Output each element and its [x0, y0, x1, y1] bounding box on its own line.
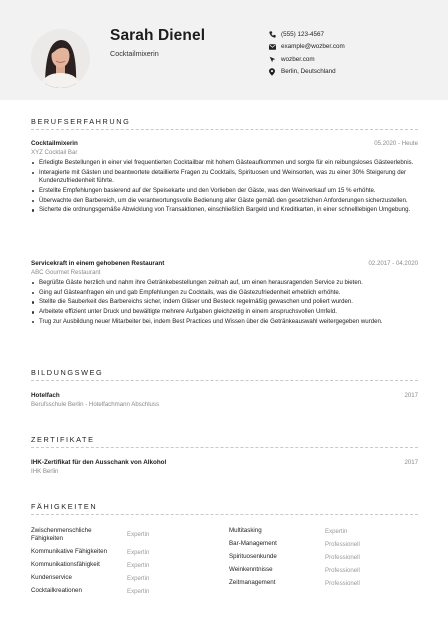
skill-level: Expertin [127, 575, 150, 582]
section-title-skills: FÄHIGKEITEN [31, 502, 98, 511]
skill-level: Expertin [127, 562, 150, 569]
job-title: Cocktailmixerin [31, 140, 78, 147]
section-title-experience: BERUFSERFAHRUNG [31, 117, 131, 126]
avatar [31, 29, 90, 88]
contact-email-text: example@wozber.com [281, 43, 345, 51]
list-item: Überwachte den Barbereich, um die verantwortungsvolle Bedienung aller Gäste gemäß den gesetzlichen Anforderungen sicherzustellen. [31, 197, 419, 205]
skill-level: Expertin [127, 549, 150, 556]
list-item: Erledigte Bestellungen in einer viel frequentierten Cocktailbar mit hohem Gästeaufkommen und sorgte für ein reibungsloses Gästeerlebnis. [31, 159, 419, 167]
job-dates: 05.2020 - Heute [374, 140, 418, 147]
skill-level: Professionell [325, 541, 360, 548]
job-title: Servicekraft in einem gehobenen Restaurant [31, 260, 165, 267]
list-item: Erstellte Empfehlungen basierend auf der Speisekarte und den Vorlieben der Gäste, was den Weinverkauf um 15 % erhöhte. [31, 187, 419, 195]
list-item: Begrüßte Gäste herzlich und nahm ihre Getränkebestellungen zeitnah auf, um einen herausragenden Service zu bieten. [31, 279, 419, 287]
job-bullet-list [31, 279, 419, 328]
skill-level: Expertin [127, 588, 150, 595]
section-title-education: BILDUNGSWEG [31, 368, 104, 377]
list-item: Trug zur Ausbildung neuer Mitarbeiter bei, indem Best Practices und Wissen über die Getränkeauswahl weitergegeben wurden. [31, 318, 419, 326]
education-year: 2017 [404, 392, 418, 399]
profile-photo [31, 29, 90, 88]
list-item: Interagierte mit Gästen und beantwortete detaillierte Fragen zu Cocktails, Spirituosen und Weinsorten, was zu einer 30% Steigerung der Kundenzufriedenheit führte. [31, 169, 419, 186]
section-divider [31, 514, 418, 515]
contact-website[interactable] [268, 53, 345, 66]
job-company: XYZ Cocktail Bar [31, 149, 78, 156]
skill-name: Cocktailkreationen [31, 587, 82, 594]
job-company: ABC Gourmet Restaurant [31, 269, 101, 276]
contact-location-text: Berlin, Deutschland [281, 68, 336, 76]
skill-level: Professionell [325, 554, 360, 561]
job-bullet-list [31, 159, 419, 216]
certificate-title: IHK-Zertifikat für den Ausschank von Alkohol [31, 459, 167, 466]
certificate-issuer: IHK Berlin [31, 468, 59, 475]
skill-name: Kundenservice [31, 574, 72, 581]
section-divider [31, 129, 418, 130]
section-divider [31, 380, 418, 381]
list-item: Ging auf Gästeanfragen ein und gab Empfehlungen zu Cocktails, was die Gästezufriedenheit erheblich erhöhte. [31, 289, 419, 297]
skill-name: Weinkenntnisse [229, 566, 273, 573]
skill-name: Zwischenmenschliche Fähigkeiten [31, 527, 92, 543]
skill-level: Professionell [325, 580, 360, 587]
list-item: Sicherte die ordnungsgemäße Abwicklung von Transaktionen, einschließlich Bargeld und Kreditkarten, in einer schnelllebigen Umgebung. [31, 206, 419, 214]
location-pin-icon [268, 68, 276, 76]
certificate-year: 2017 [404, 459, 418, 466]
list-item: Stellte die Sauberkeit des Barbereichs sicher, indem Gläser und Besteck regelmäßig gewaschen und poliert wurden. [31, 298, 419, 306]
envelope-icon [268, 43, 276, 51]
contact-phone[interactable] [268, 28, 345, 41]
contact-email[interactable] [268, 41, 345, 54]
job-dates: 02.2017 - 04.2020 [368, 260, 418, 267]
list-item: Arbeitete effizient unter Druck und bewältigte mehrere Aufgaben gleichzeitig in einem anspruchsvollen Umfeld. [31, 308, 419, 316]
candidate-role: Cocktailmixerin [110, 49, 159, 58]
section-title-certificates: ZERTIFIKATE [31, 435, 95, 444]
contact-phone-text: (555) 123-4567 [281, 30, 325, 38]
skill-name: Bar-Management [229, 540, 277, 547]
contact-location [268, 66, 345, 79]
skill-name: Zeitmanagement [229, 579, 276, 586]
education-title: Hotelfach [31, 392, 60, 399]
skill-level: Expertin [127, 531, 150, 538]
resume-header [0, 0, 448, 100]
contact-list [268, 28, 345, 78]
skill-name: Spirituosenkunde [229, 553, 277, 560]
skill-name: Multitasking [229, 527, 262, 534]
cursor-icon [268, 55, 276, 63]
contact-website-text: wozber.com [281, 55, 315, 63]
section-divider [31, 447, 418, 448]
phone-icon [268, 30, 276, 38]
education-school: Berufsschule Berlin - Hotelfachmann Abschluss [31, 401, 160, 408]
skill-name: Kommunikationsfähigkeit [31, 561, 100, 568]
candidate-name: Sarah Dienel [110, 27, 206, 44]
skill-name: Kommunikative Fähigkeiten [31, 548, 108, 555]
skill-level: Expertin [325, 528, 348, 535]
skill-level: Professionell [325, 567, 360, 574]
